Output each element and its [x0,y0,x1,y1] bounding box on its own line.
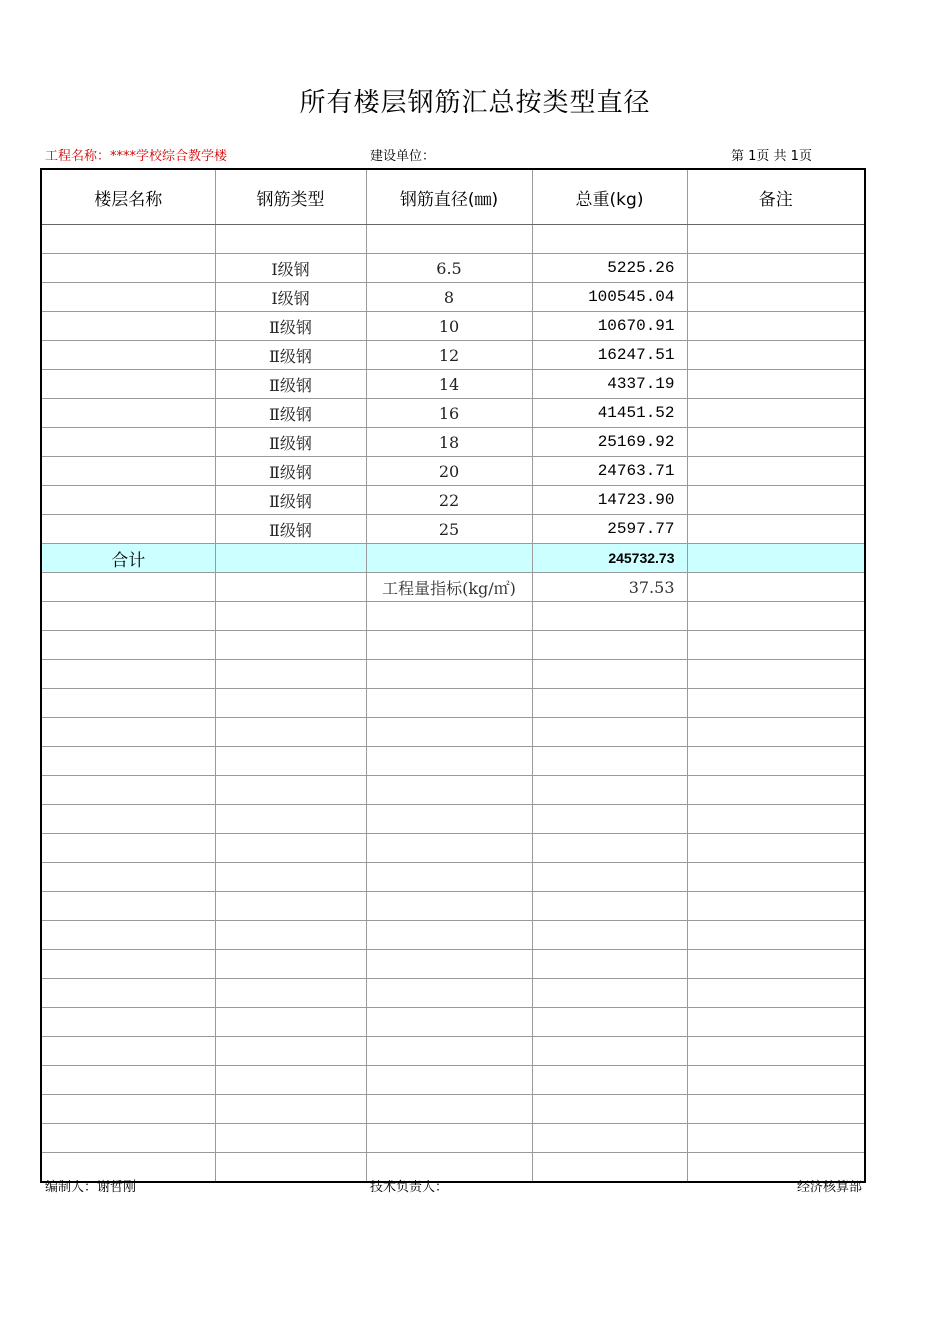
rebar-weight: 14723.90 [532,486,687,515]
table-row [41,399,865,428]
rebar-diameter: 18 [366,428,532,457]
rebar-diameter: 22 [366,486,532,515]
table-row-empty [41,834,865,863]
table-row [41,312,865,341]
rebar-type: Ⅱ级钢 [215,457,366,486]
construction-unit: 建设单位： [370,149,436,164]
table-row-empty [41,776,865,805]
quantity-index-value: 37.53 [532,573,687,602]
rebar-diameter: 8 [366,283,532,312]
rebar-diameter: 14 [366,370,532,399]
rebar-diameter: 25 [366,515,532,544]
page-number: 第 1页 共 1页 [731,149,812,164]
rebar-weight: 4337.19 [532,370,687,399]
col-header-type: 钢筋类型 [215,169,366,225]
rebar-type: Ⅱ级钢 [215,486,366,515]
index-row [41,573,865,602]
project-name: 工程名称：****学校综合教学楼 [45,149,228,164]
table-row-empty [41,892,865,921]
rebar-type: Ⅰ级钢 [215,254,366,283]
total-label: 合计 [41,544,215,573]
department: 经济核算部 [796,1180,862,1195]
table-row-empty [41,805,865,834]
total-weight: 245732.73 [532,544,687,573]
rebar-type: Ⅱ级钢 [215,399,366,428]
table-row [41,457,865,486]
table-row-empty [41,689,865,718]
table-row-empty [41,747,865,776]
col-header-diameter: 钢筋直径(㎜) [366,169,532,225]
table-row-empty [41,660,865,689]
rebar-diameter: 12 [366,341,532,370]
rebar-diameter: 6.5 [366,254,532,283]
rebar-summary-table [40,168,866,1183]
quantity-index-label: 工程量指标(kg/㎡) [366,573,532,602]
rebar-weight: 16247.51 [532,341,687,370]
table-row-empty [41,1095,865,1124]
table-row-empty [41,718,865,747]
table-row [41,486,865,515]
col-header-floor: 楼层名称 [41,169,215,225]
table-row [41,515,865,544]
table-row [41,370,865,399]
rebar-weight: 24763.71 [532,457,687,486]
editor: 编制人：谢哲刚 [45,1180,137,1195]
table-row [41,341,865,370]
rebar-diameter: 20 [366,457,532,486]
rebar-weight: 10670.91 [532,312,687,341]
table-row [41,283,865,312]
rebar-type: Ⅱ级钢 [215,312,366,341]
rebar-type: Ⅱ级钢 [215,341,366,370]
rebar-weight: 25169.92 [532,428,687,457]
total-row [41,544,865,573]
table-row-empty [41,1008,865,1037]
table-row-empty [41,1153,865,1183]
table-row-empty [41,631,865,660]
rebar-weight: 2597.77 [532,515,687,544]
table-row-empty [41,225,865,254]
rebar-weight: 5225.26 [532,254,687,283]
table-row-empty [41,1066,865,1095]
table-row-empty [41,950,865,979]
rebar-weight: 41451.52 [532,399,687,428]
table-header [41,169,865,225]
col-header-weight: 总重(kg) [532,169,687,225]
table-row [41,254,865,283]
rebar-type: Ⅱ级钢 [215,515,366,544]
table-row-empty [41,1037,865,1066]
rebar-diameter: 16 [366,399,532,428]
table-row-empty [41,602,865,631]
table-row-empty [41,1124,865,1153]
rebar-diameter: 10 [366,312,532,341]
table-row-empty [41,979,865,1008]
technical-lead: 技术负责人： [370,1180,449,1195]
rebar-type: Ⅱ级钢 [215,428,366,457]
table-row-empty [41,921,865,950]
table-row [41,428,865,457]
rebar-type: Ⅰ级钢 [215,283,366,312]
table-row-empty [41,863,865,892]
col-header-note: 备注 [687,169,865,225]
page-title: 所有楼层钢筋汇总按类型直径 [299,88,651,118]
rebar-weight: 100545.04 [532,283,687,312]
rebar-type: Ⅱ级钢 [215,370,366,399]
